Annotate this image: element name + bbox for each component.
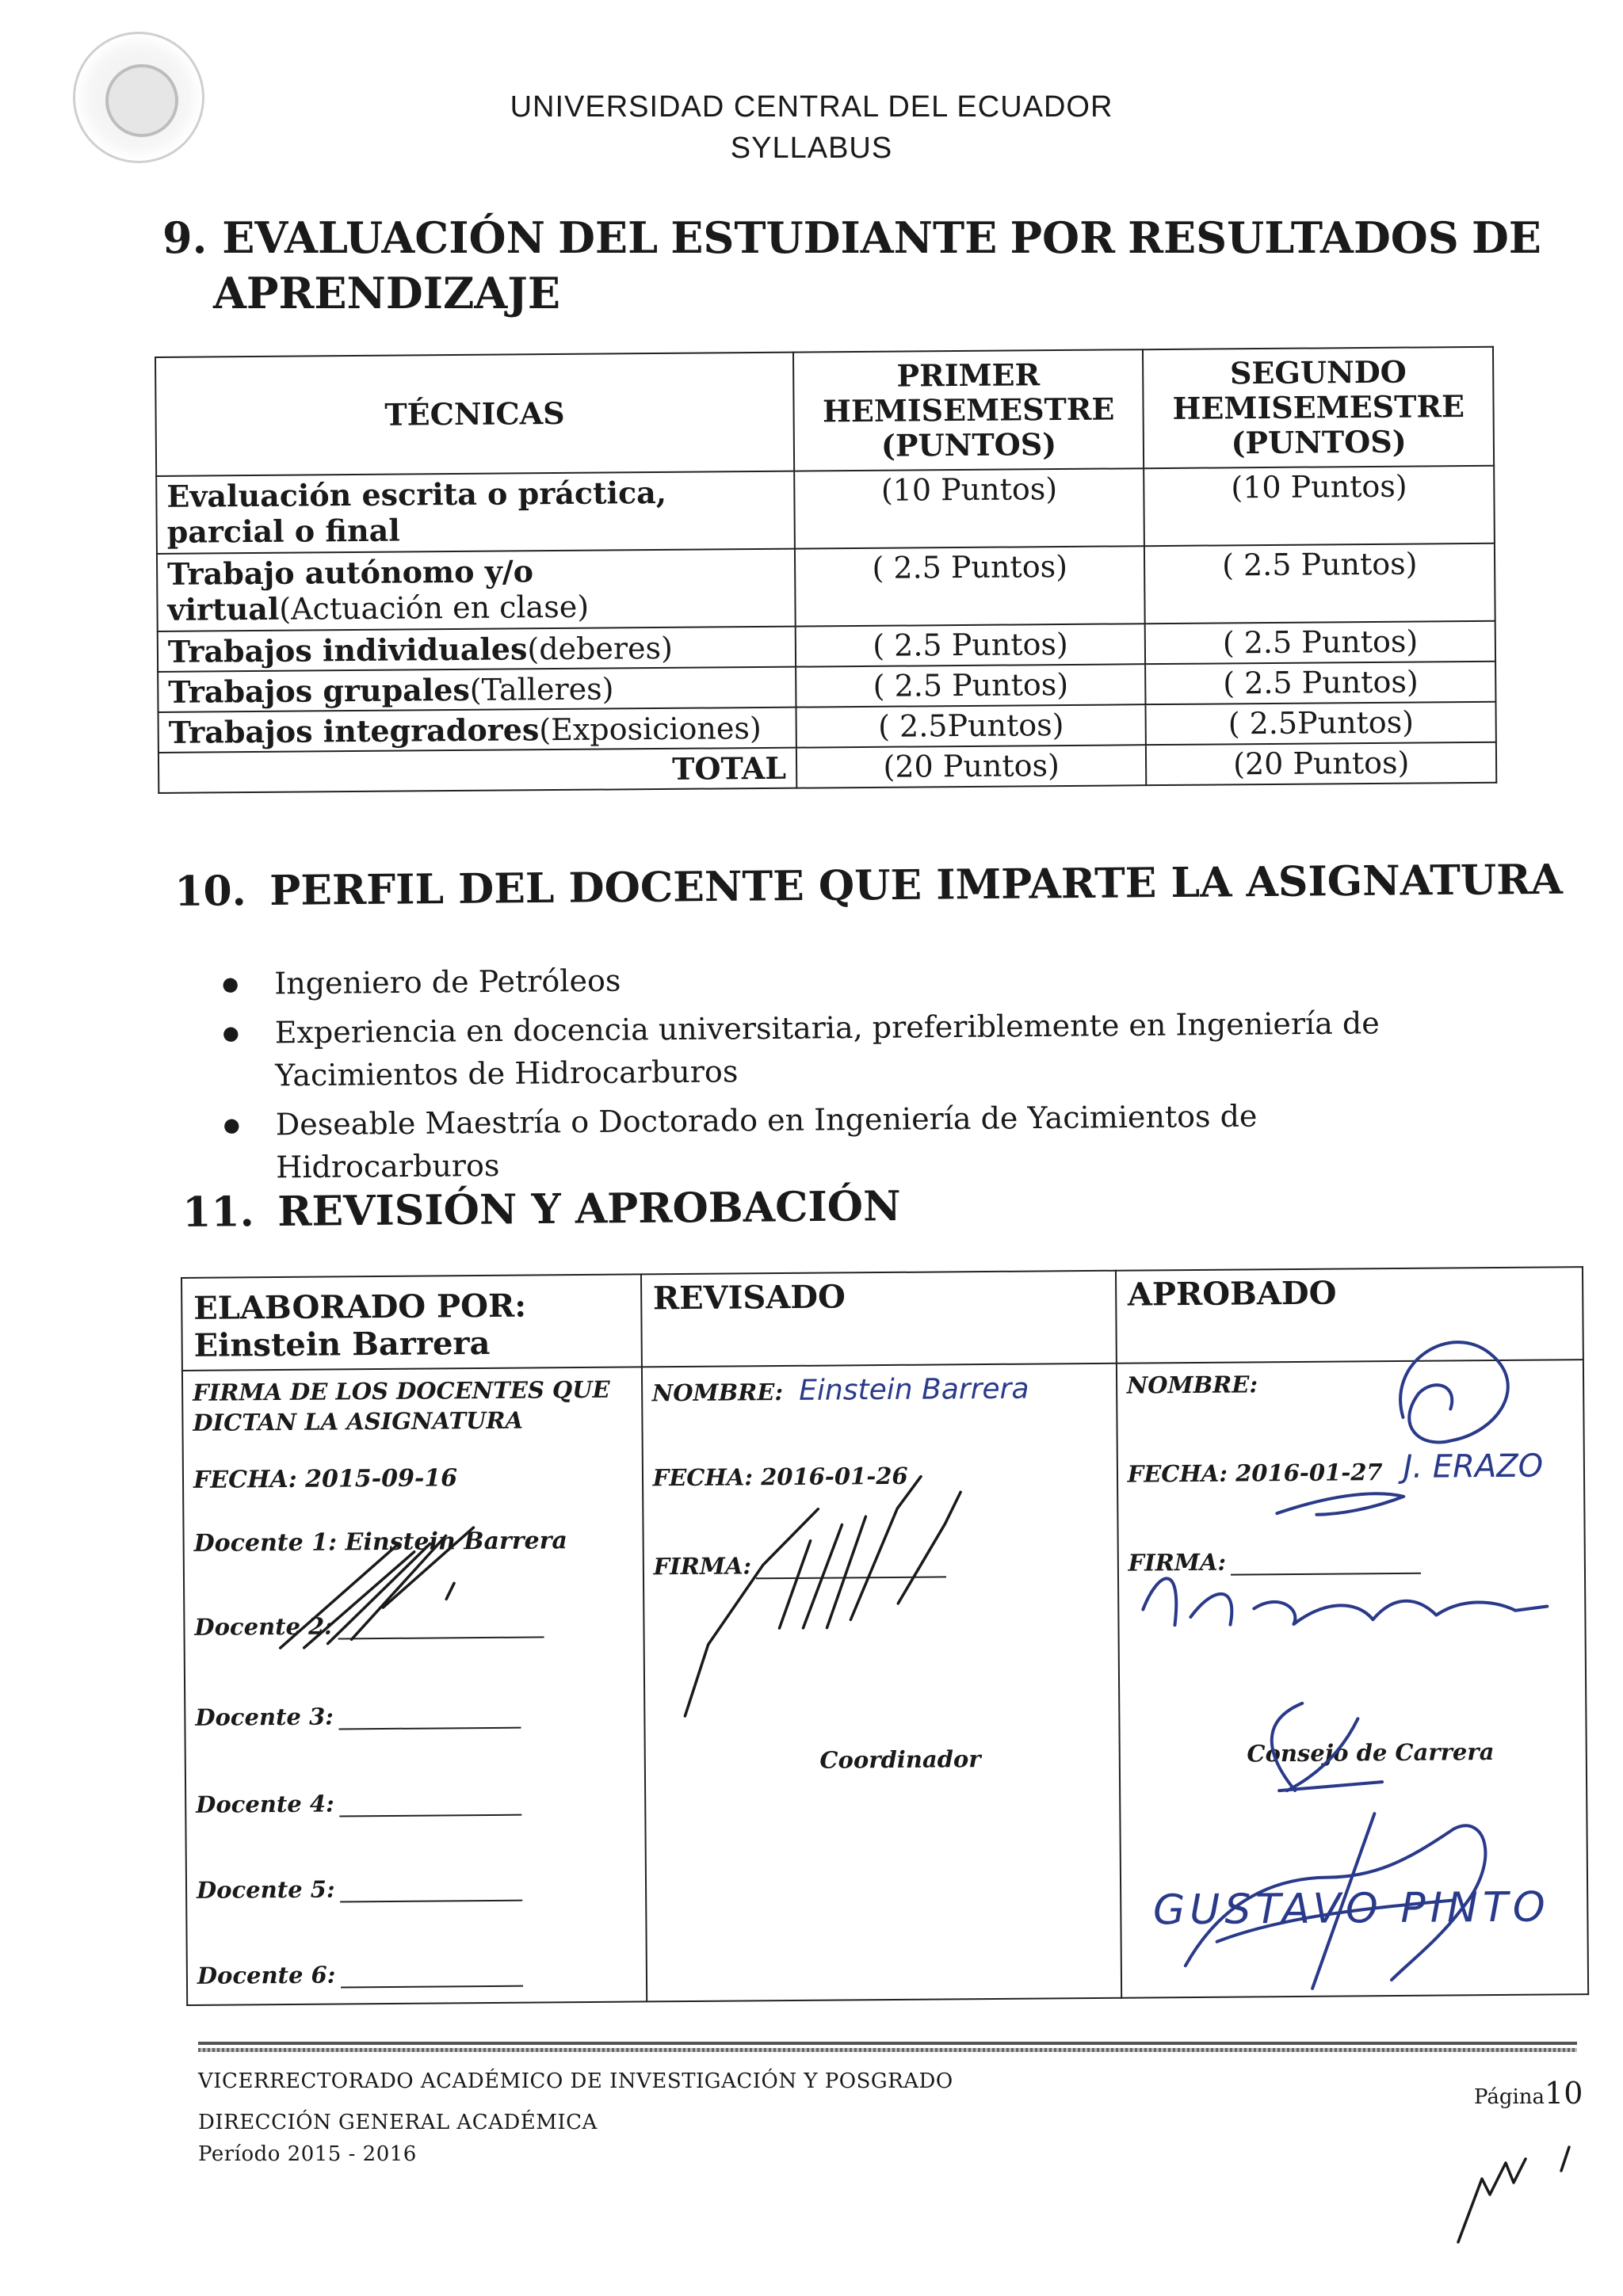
table-row: Evaluación escrita o práctica, parcial o final (10 Puntos) (10 Puntos)	[156, 466, 1495, 554]
elaborado-fecha: FECHA: 2015-09-16	[193, 1464, 458, 1494]
signature-docente-1	[247, 1511, 566, 1672]
table-total-row: TOTAL (20 Puntos) (20 Puntos)	[158, 742, 1496, 793]
docente-2: Docente 2:	[194, 1611, 544, 1640]
page-number: Página10	[1474, 2076, 1583, 2111]
docente-4: Docente 4:	[196, 1788, 521, 1817]
university-name: UNIVERSIDAD CENTRAL DEL ECUADOR	[510, 90, 1113, 124]
docente-3: Docente 3:	[195, 1701, 521, 1730]
aprobado-nombre: NOMBRE:	[1126, 1371, 1258, 1399]
signature-coordinador	[659, 1444, 1057, 1732]
revisado-firma: FIRMA:	[653, 1550, 946, 1580]
header-segundo-hemisemestre: SEGUNDO HEMISEMESTRE (PUNTOS)	[1143, 347, 1494, 468]
list-item: ● Experiencia en docencia universitaria, preferiblemente en Ingeniería de Yacimientos de Hidrocarburos	[223, 1001, 1460, 1097]
evaluation-table	[155, 346, 1497, 794]
list-item: ● Deseable Maestría o Doctorado en Ingeniería de Yacimientos de Hidrocarburos	[223, 1093, 1461, 1189]
revisado-header-cell: REVISADO	[641, 1271, 1117, 1367]
table-row: Trabajos grupales(Talleres) ( 2.5 Puntos) ( 2.5 Puntos)	[158, 662, 1495, 712]
signatures-consejo	[1117, 1305, 1582, 1990]
aprobado-hand-name-2: GUSTAVO PINTO	[1152, 1883, 1550, 1935]
aprobado-header-cell: APROBADO	[1116, 1267, 1583, 1363]
docente-profile-list	[222, 952, 1461, 1196]
elaborado-header-cell: ELABORADO POR: Einstein Barrera	[181, 1274, 642, 1370]
revisado-role: Coordinador	[819, 1745, 981, 1774]
revisado-nombre-hand: Einstein Barrera	[799, 1372, 1029, 1407]
aprobado-firma: FIRMA:	[1128, 1547, 1421, 1577]
docente-6: Docente 6:	[197, 1959, 523, 1989]
approval-table	[181, 1266, 1589, 2006]
aprobado-cell	[1117, 1360, 1589, 1998]
section-11-title: 11. REVISIÓN Y APROBACIÓN	[182, 1182, 901, 1237]
revisado-cell	[642, 1363, 1121, 2002]
table-row: Trabajos individuales(deberes) ( 2.5 Puntos) ( 2.5 Puntos)	[158, 621, 1495, 672]
footer-rule	[198, 2042, 1577, 2045]
docente-5: Docente 5:	[197, 1874, 522, 1903]
docente-1: Docente 1: Einstein Barrera	[193, 1526, 568, 1558]
elaborado-cell	[182, 1367, 647, 2005]
revisado-fecha: FECHA: 2016-01-26	[652, 1462, 908, 1492]
section-9-title: 9. EVALUACIÓN DEL ESTUDIANTE POR RESULTADOS DE APRENDIZAJE	[162, 212, 1541, 318]
list-item: ● Ingeniero de Petróleos	[222, 952, 1458, 1005]
table-row: Trabajos integradores(Exposiciones) ( 2.5Puntos) ( 2.5Puntos)	[158, 702, 1496, 753]
initials-mark	[1450, 2139, 1593, 2250]
header-primer-hemisemestre: PRIMER HEMISEMESTRE (PUNTOS)	[793, 349, 1144, 471]
footer-direccion: DIRECCIÓN GENERAL ACADÉMICA	[198, 2111, 598, 2134]
aprobado-hand-name: J. ERAZO	[1403, 1447, 1544, 1486]
table-row: Trabajo autónomo y/o virtual(Actuación en clase) ( 2.5 Puntos) ( 2.5 Puntos)	[157, 543, 1495, 631]
aprobado-fecha: FECHA: 2016-01-27	[1127, 1458, 1383, 1488]
section-10-title: 10. PERFIL DEL DOCENTE QUE IMPARTE LA ASIGNATURA	[174, 855, 1564, 916]
firma-docentes-label: FIRMA DE LOS DOCENTES QUE DICTAN LA ASIGNATURA	[193, 1375, 610, 1436]
document-subtitle: SYLLABUS	[730, 132, 893, 165]
footer-rule-pattern	[198, 2048, 1577, 2052]
header-tecnicas: TÉCNICAS	[155, 353, 794, 476]
aprobado-role: Consejo de Carrera	[1247, 1737, 1495, 1768]
footer-periodo: Período 2015 - 2016	[198, 2142, 417, 2166]
footer-vicerrectorado: VICERRECTORADO ACADÉMICO DE INVESTIGACIÓN Y POSGRADO	[198, 2069, 953, 2093]
revisado-nombre: NOMBRE: Einstein Barrera	[651, 1372, 1029, 1407]
